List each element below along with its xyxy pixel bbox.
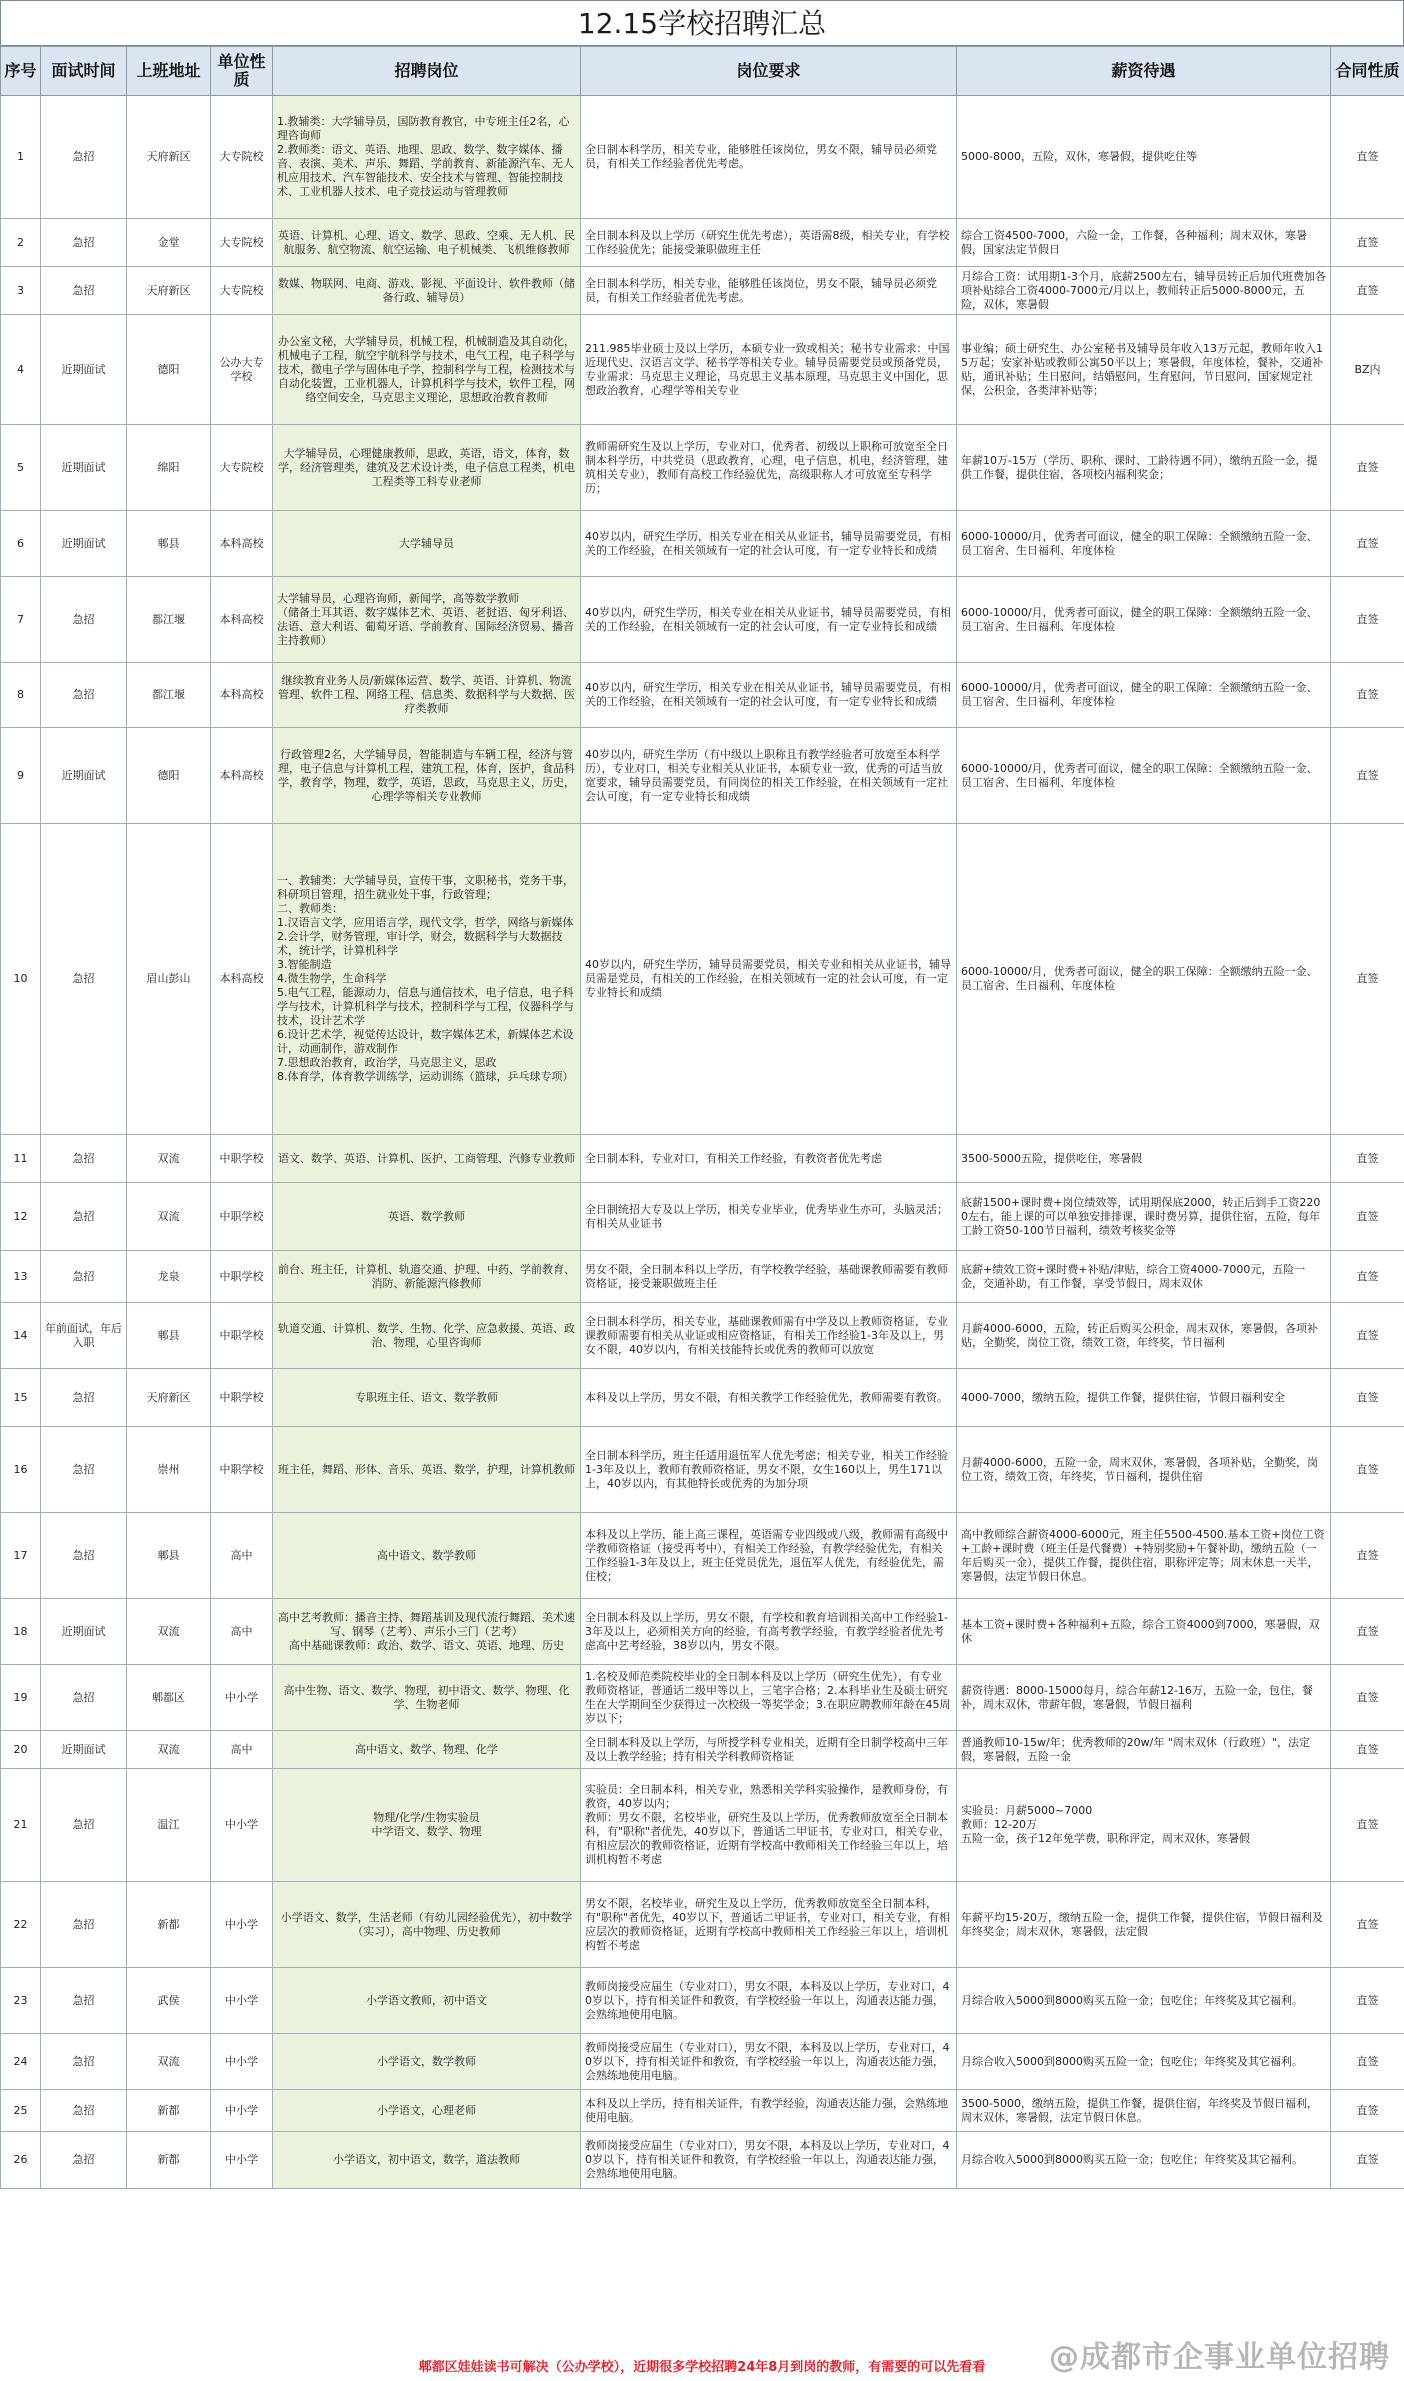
interview-time-cell: 年前面试，年后入职 [41,1303,127,1369]
unit-type-cell: 中职学校 [211,1135,273,1183]
work-address-cell: 崇州 [127,1427,211,1513]
table-row [1,663,1404,728]
positions-cell: 英语、数学教师 [273,1183,581,1251]
positions-cell: 大学辅导员，心理健康教师，思政，英语，语文，体育，数学，经济管理类，建筑及艺术设计类，电子信息工程类，机电工程类等工科专业老师 [273,425,581,511]
table-row [1,1513,1404,1599]
unit-type-cell: 本科高校 [211,728,273,824]
interview-time-cell: 近期面试 [41,425,127,511]
positions-cell: 专职班主任、语文、数学教师 [273,1369,581,1427]
unit-type-cell: 高中 [211,1599,273,1665]
work-address-cell: 郫县 [127,1513,211,1599]
positions-cell: 大学辅导员，心理咨询师，新闻学，高等数学教师 （储备土耳其语、数字媒体艺术、英语、老挝语、匈牙利语、法语、意大利语、葡萄牙语、学前教育、国际经济贸易、播音主持教师） [273,577,581,663]
requirements-cell: 40岁以内，研究生学历，相关专业在相关从业证书，辅导员需要党员，有相关的工作经验，在相关领域有一定的社会认可度，有一定专业特长和成绩 [581,577,957,663]
positions-cell: 继续教育业务人员/新媒体运营、数学、英语、计算机、物流管理、软件工程、网络工程、信息类、数据科学与大数据、医疗类教师 [273,663,581,728]
interview-time-cell: 急招 [41,2132,127,2189]
salary-cell: 3500-5000五险，提供吃住，寒暑假 [957,1135,1331,1183]
interview-time-cell: 急招 [41,824,127,1135]
table-row [1,1135,1404,1183]
work-address-cell: 双流 [127,1599,211,1665]
requirements-cell: 全日制本科学历，相关专业，能够胜任该岗位，男女不限，辅导员必须党员，有相关工作经验者优先考虑。 [581,96,957,219]
salary-cell: 4000-7000，缴纳五险，提供工作餐，提供住宿，节假日福利安全 [957,1369,1331,1427]
requirements-cell: 40岁以内，研究生学历，辅导员需要党员，相关专业和相关从业证书，辅导员需是党员，有相关的工作经验，在相关领域有一定的社会认可度，有一定专业特长和成绩 [581,824,957,1135]
table-row [1,1882,1404,1968]
requirements-cell: 211.985毕业硕士及以上学历，本硕专业一致或相关；秘书专业需求：中国近现代史、汉语言文学、秘书学等相关专业。辅导员需要党员或预备党员，专业需求：马克思主义理论，马克思主义基本原理，马克思主义中国化，思想政治教育，心理学等相关专业 [581,315,957,425]
interview-time-cell: 急招 [41,96,127,219]
positions-cell: 办公室文秘，大学辅导员，机械工程，机械制造及其自动化，机械电子工程，航空宇航科学与技术，电气工程，电子科学与技术，微电子学与固体电子学，控制科学与工程，检测技术与自动化装置，工业机器人，计算机科学与技术，软件工程，网络空间安全，马克思主义理论，思想政治教育教师 [273,315,581,425]
table-body [1,96,1404,2189]
requirements-cell: 40岁以内，研究生学历，相关专业在相关从业证书，辅导员需要党员，有相关的工作经验，在相关领域有一定的社会认可度，有一定专业特长和成绩 [581,511,957,577]
contract-cell: 直签 [1331,1135,1404,1183]
unit-type-cell: 中职学校 [211,1427,273,1513]
unit-type-cell: 中小学 [211,1665,273,1731]
row-number: 14 [1,1303,41,1369]
salary-cell: 6000-10000/月，优秀者可面议，健全的职工保障：全额缴纳五险一金、员工宿舍、生日福利、年度体检 [957,728,1331,824]
work-address-cell: 武侯 [127,1968,211,2034]
contract-cell: 直签 [1331,1427,1404,1513]
salary-cell: 薪资待遇：8000-15000每月，综合年薪12-16万，五险一金，包住，餐补，周末双休，带薪年假，寒暑假，节假日福利 [957,1665,1331,1731]
work-address-cell: 眉山彭山 [127,824,211,1135]
unit-type-cell: 中小学 [211,2090,273,2132]
interview-time-cell: 急招 [41,2034,127,2090]
contract-cell: 直签 [1331,425,1404,511]
salary-cell: 5000-8000，五险，双休，寒暑假，提供吃住等 [957,96,1331,219]
contract-cell: 直签 [1331,1183,1404,1251]
header-interview-time: 面试时间 [41,47,127,96]
unit-type-cell: 中职学校 [211,1369,273,1427]
salary-cell: 综合工资4500-7000，六险一金，工作餐，各种福利；周末双休，寒暑假，国家法定节假日 [957,219,1331,267]
table-header-row [1,47,1404,96]
positions-cell: 班主任，舞蹈、形体、音乐、英语、数学，护理，计算机教师 [273,1427,581,1513]
requirements-cell: 男女不限，全日制本科以上学历，有学校教学经验，基础课教师需要有教师资格证，接受兼职做班主任 [581,1251,957,1303]
work-address-cell: 双流 [127,1731,211,1769]
row-number: 15 [1,1369,41,1427]
row-number: 26 [1,2132,41,2189]
contract-cell: 直签 [1331,2090,1404,2132]
interview-time-cell: 急招 [41,577,127,663]
row-number: 1 [1,96,41,219]
requirements-cell: 全日制统招大专及以上学历，相关专业毕业，优秀毕业生亦可，头脑灵活；有相关从业证书 [581,1183,957,1251]
table-row [1,2034,1404,2090]
unit-type-cell: 大专院校 [211,96,273,219]
salary-cell: 基本工资+课时费+各种福利+五险，综合工资4000到7000，寒暑假，双休 [957,1599,1331,1665]
table-row [1,1968,1404,2034]
table-row [1,1665,1404,1731]
salary-cell: 底薪1500+课时费+岗位绩效等，试用期保底2000，转正后到手工资2200左右，能上课的可以单独安排排课，课时费另算，提供住宿，五险，每年工龄工资50-100节日福利，绩效考核奖金等 [957,1183,1331,1251]
contract-cell: 直签 [1331,2034,1404,2090]
positions-cell: 英语、计算机、心理、语文、数学、思政、空乘、无人机、民航服务、航空物流、航空运输、电子机械类、飞机维修教师 [273,219,581,267]
row-number: 19 [1,1665,41,1731]
work-address-cell: 天府新区 [127,267,211,315]
row-number: 2 [1,219,41,267]
positions-cell: 小学语文，初中语文，数学，道法教师 [273,2132,581,2189]
work-address-cell: 绵阳 [127,425,211,511]
requirements-cell: 全日制本科学历，相关专业，能够胜任该岗位，男女不限，辅导员必须党员，有相关工作经验者优先考虑。 [581,267,957,315]
salary-cell: 月综合收入5000到8000购买五险一金；包吃住；年终奖及其它福利。 [957,1968,1331,2034]
row-number: 6 [1,511,41,577]
row-number: 18 [1,1599,41,1665]
positions-cell: 语文、数学、英语、计算机、医护、工商管理、汽修专业教师 [273,1135,581,1183]
work-address-cell: 新都 [127,2090,211,2132]
contract-cell: 直签 [1331,1369,1404,1427]
requirements-cell: 教师需研究生及以上学历，专业对口，优秀者、初级以上职称可放宽至全日制本科学历，中共党员（思政教育，心理，电子信息，机电，经济管理，建筑相关专业），教师有高校工作经验优先，高级职称人才可放宽至专科学历； [581,425,957,511]
interview-time-cell: 急招 [41,1769,127,1882]
requirements-cell: 本科及以上学历，能上高三课程，英语需专业四级或八级，教师需有高级中学教师资格证（接受再考中），有相关工作经验，有教学经验优先，有相关工作经验1-3年及以上，班主任党员优先，退伍军人优先，有经验优先，需住校； [581,1513,957,1599]
salary-cell: 底薪+绩效工资+课时费+补贴/津贴，综合工资4000-7000元，五险一金，交通补助，有工作餐，享受节假日，周末双休 [957,1251,1331,1303]
salary-cell: 普通教师10-15w/年；优秀教师的20w/年 "周末双休（行政班）"，法定假，寒暑假，五险一金 [957,1731,1331,1769]
work-address-cell: 都江堰 [127,663,211,728]
interview-time-cell: 急招 [41,1183,127,1251]
work-address-cell: 新都 [127,1882,211,1968]
contract-cell: 直签 [1331,663,1404,728]
row-number: 12 [1,1183,41,1251]
interview-time-cell: 近期面试 [41,315,127,425]
table-row [1,2090,1404,2132]
header-no: 序号 [1,47,41,96]
work-address-cell: 德阳 [127,728,211,824]
requirements-cell: 全日制本科及以上学历（研究生优先考虑），英语需8级，相关专业，有学校工作经验优先；能接受兼职做班主任 [581,219,957,267]
requirements-cell: 全日制本科及以上学历，男女不限，有学校和教育培训相关高中工作经验1-3年及以上，必须相关方向的经验，有高考教学经验，有教学经验者优先考虑高中艺考经验，38岁以内，男女不限。 [581,1599,957,1665]
page-title: 12.15学校招聘汇总 [0,0,1404,46]
work-address-cell: 金堂 [127,219,211,267]
requirements-cell: 全日制本科学历，班主任适用退伍军人优先考虑；相关专业，相关工作经验1-3年及以上，教师有教师资格证，男女不限，女生160以上，男生171以上，40岁以内，有其他特长或优秀的为加分项 [581,1427,957,1513]
unit-type-cell: 中职学校 [211,1183,273,1251]
requirements-cell: 全日制本科，专业对口，有相关工作经验，有教资者优先考虑 [581,1135,957,1183]
requirements-cell: 40岁以内，研究生学历（有中级以上职称且有教学经验者可放宽至本科学历），专业对口，相关专业相关从业证书，本硕专业一致，优秀的可适当放宽要求，辅导员需要党员，有同岗位的相关工作经验，在相关领域有一定社会认可度，有一定专业特长和成绩 [581,728,957,824]
unit-type-cell: 大专院校 [211,219,273,267]
positions-cell: 前台、班主任，计算机、轨道交通、护理、中药、学前教育、消防、新能源汽修教师 [273,1251,581,1303]
table-row [1,1599,1404,1665]
row-number: 3 [1,267,41,315]
contract-cell: 直签 [1331,824,1404,1135]
work-address-cell: 都江堰 [127,577,211,663]
row-number: 20 [1,1731,41,1769]
interview-time-cell: 近期面试 [41,728,127,824]
salary-cell: 6000-10000/月，优秀者可面议，健全的职工保障：全额缴纳五险一金、员工宿舍、生日福利、年度体检 [957,511,1331,577]
salary-cell: 6000-10000/月，优秀者可面议，健全的职工保障：全额缴纳五险一金、员工宿舍、生日福利、年度体检 [957,663,1331,728]
work-address-cell: 天府新区 [127,96,211,219]
positions-cell: 高中语文、数学、物理、化学 [273,1731,581,1769]
row-number: 22 [1,1882,41,1968]
contract-cell: 直签 [1331,577,1404,663]
requirements-cell: 本科及以上学历，持有相关证件，有教学经验，沟通表达能力强，会熟练地使用电脑。 [581,2090,957,2132]
salary-cell: 月综合收入5000到8000购买五险一金；包吃住；年终奖及其它福利。 [957,2034,1331,2090]
unit-type-cell: 中小学 [211,2034,273,2090]
requirements-cell: 40岁以内，研究生学历，相关专业在相关从业证书，辅导员需要党员，有相关的工作经验，在相关领域有一定的社会认可度，有一定专业特长和成绩 [581,663,957,728]
table-row [1,1183,1404,1251]
work-address-cell: 新都 [127,2132,211,2189]
positions-cell: 小学语文、数学，生活老师（有幼儿园经验优先），初中数学（实习），高中物理、历史教师 [273,1882,581,1968]
salary-cell: 3500-5000，缴纳五险，提供工作餐，提供住宿，年终奖及节假日福利，周末双休，寒暑假，法定节假日休息。 [957,2090,1331,2132]
interview-time-cell: 急招 [41,267,127,315]
positions-cell: 高中艺考教师：播音主持、舞蹈基训及现代流行舞蹈、美术速写、钢琴（艺考）、声乐小三门（艺考） 高中基础课教师：政治、数学、语文、英语、地理、历史 [273,1599,581,1665]
interview-time-cell: 急招 [41,2090,127,2132]
work-address-cell: 龙泉 [127,1251,211,1303]
positions-cell: 小学语文，心理老师 [273,2090,581,2132]
interview-time-cell: 急招 [41,1513,127,1599]
unit-type-cell: 中小学 [211,1882,273,1968]
requirements-cell: 1.名校及师范类院校毕业的全日制本科及以上学历（研究生优先），有专业教师资格证，普通话二级甲等以上，三笔字合格；2.本科毕业生及硕士研究生在大学期间至少获得过一次校级一等奖学金；3.在职应聘教师年龄在45周岁以下； [581,1665,957,1731]
unit-type-cell: 中小学 [211,1968,273,2034]
row-number: 17 [1,1513,41,1599]
requirements-cell: 教师岗接受应届生（专业对口），男女不限，本科及以上学历，专业对口，40岁以下，持有相关证件和教资，有学校经验一年以上，沟通表达能力强，会熟练地使用电脑。 [581,1968,957,2034]
contract-cell: 直签 [1331,219,1404,267]
salary-cell: 年薪平均15-20万，缴纳五险一金，提供工作餐，提供住宿，节假日福利及年终奖金；周末双休，寒暑假，法定假 [957,1882,1331,1968]
unit-type-cell: 中小学 [211,2132,273,2189]
table-row [1,425,1404,511]
row-number: 4 [1,315,41,425]
requirements-cell: 教师岗接受应届生（专业对口），男女不限，本科及以上学历，专业对口，40岁以下，持有相关证件和教资，有学校经验一年以上，沟通表达能力强，会熟练地使用电脑。 [581,2132,957,2189]
row-number: 23 [1,1968,41,2034]
unit-type-cell: 大专院校 [211,267,273,315]
contract-cell: 直签 [1331,267,1404,315]
work-address-cell: 郫县 [127,511,211,577]
contract-cell: 直签 [1331,1251,1404,1303]
positions-cell: 小学语文教师，初中语文 [273,1968,581,2034]
positions-cell: 大学辅导员 [273,511,581,577]
positions-cell: 物理/化学/生物实验员 中学语文、数学、物理 [273,1769,581,1882]
row-number: 8 [1,663,41,728]
table-row [1,728,1404,824]
work-address-cell: 德阳 [127,315,211,425]
header-work-address: 上班地址 [127,47,211,96]
salary-cell: 6000-10000/月，优秀者可面议，健全的职工保障：全额缴纳五险一金、员工宿舍、生日福利、年度体检 [957,824,1331,1135]
unit-type-cell: 高中 [211,1731,273,1769]
unit-type-cell: 中职学校 [211,1251,273,1303]
salary-cell: 月薪4000-6000，五险，转正后购买公积金，周末双休，寒暑假，各项补贴，全勤奖，岗位工资，绩效工资，年终奖，节日福利 [957,1303,1331,1369]
unit-type-cell: 大专院校 [211,425,273,511]
requirements-cell: 全日制本科及以上学历，与所授学科专业相关，近期有全日制学校高中三年及以上教学经验；持有相关学科教师资格证 [581,1731,957,1769]
row-number: 9 [1,728,41,824]
row-number: 13 [1,1251,41,1303]
interview-time-cell: 急招 [41,1251,127,1303]
positions-cell: 1.教辅类：大学辅导员，国防教育教官，中专班主任2名，心理咨询师 2.教师类：语文、英语、地理、思政、数学、数字媒体、播音、表演、美术、声乐、舞蹈、学前教育、新能源汽车、无人机应用技术、汽车智能技术、安全技术与管理、智能控制技术、工业机器人技术、电子竞技运动与管理教师 [273,96,581,219]
positions-cell: 高中生物、语文、数学、物理，初中语文、数学、物理、化学、生物老师 [273,1665,581,1731]
contract-cell: 直签 [1331,1882,1404,1968]
unit-type-cell: 本科高校 [211,824,273,1135]
work-address-cell: 双流 [127,1135,211,1183]
salary-cell: 月综合工资：试用期1-3个月，底薪2500左右，辅导员转正后加代班费加各项补贴综合工资4000-7000元/月以上，教师转正后5000-8000元，五险，双休，寒暑假 [957,267,1331,315]
unit-type-cell: 本科高校 [211,577,273,663]
unit-type-cell: 本科高校 [211,663,273,728]
unit-type-cell: 公办大专学校 [211,315,273,425]
contract-cell: 直签 [1331,1599,1404,1665]
table-row [1,1769,1404,1882]
table-row [1,1427,1404,1513]
header-contract: 合同性质 [1331,47,1404,96]
interview-time-cell: 近期面试 [41,511,127,577]
interview-time-cell: 近期面试 [41,1731,127,1769]
table-row [1,824,1404,1135]
positions-cell: 轨道交通、计算机、数学、生物、化学、应急救援、英语、政治、物理，心里咨询师 [273,1303,581,1369]
header-requirements: 岗位要求 [581,47,957,96]
table-row [1,315,1404,425]
interview-time-cell: 急招 [41,1369,127,1427]
work-address-cell: 双流 [127,1183,211,1251]
work-address-cell: 郫都区 [127,1665,211,1731]
contract-cell: 直签 [1331,728,1404,824]
salary-cell: 年薪10万-15万（学历、职称、课时、工龄待遇不同），缴纳五险一金，提供工作餐，提供住宿，各项校内福利奖金； [957,425,1331,511]
positions-cell: 数媒、物联网、电商、游戏、影视、平面设计、软件教师（储备行政、辅导员） [273,267,581,315]
table-row [1,511,1404,577]
row-number: 11 [1,1135,41,1183]
contract-cell: 直签 [1331,1968,1404,2034]
interview-time-cell: 急招 [41,1135,127,1183]
salary-cell: 事业编；硕士研究生、办公室秘书及辅导员年收入13万元起，教师年收入15万起；安家补贴或教师公寓50平以上；寒暑假，年度体检，餐补，交通补贴，通讯补贴；生日慰问，结婚慰问，生育慰问，节日慰问，国家规定社保，公积金，各类津补贴等； [957,315,1331,425]
contract-cell: BZ内 [1331,315,1404,425]
table-row [1,267,1404,315]
unit-type-cell: 中小学 [211,1769,273,1882]
positions-cell: 高中语文、数学教师 [273,1513,581,1599]
work-address-cell: 温江 [127,1769,211,1882]
salary-cell: 6000-10000/月，优秀者可面议，健全的职工保障：全额缴纳五险一金、员工宿舍、生日福利、年度体检 [957,577,1331,663]
interview-time-cell: 近期面试 [41,1599,127,1665]
row-number: 10 [1,824,41,1135]
interview-time-cell: 急招 [41,1427,127,1513]
watermark: @成都市企事业单位招聘 [1049,2340,1390,2375]
interview-time-cell: 急招 [41,663,127,728]
table-row [1,1251,1404,1303]
contract-cell: 直签 [1331,1513,1404,1599]
salary-cell: 月薪4000-6000，五险一金，周末双休，寒暑假，各项补贴，全勤奖，岗位工资，绩效工资，年终奖，节日福利，提供住宿 [957,1427,1331,1513]
unit-type-cell: 本科高校 [211,511,273,577]
contract-cell: 直签 [1331,1665,1404,1731]
interview-time-cell: 急招 [41,219,127,267]
requirements-cell: 本科及以上学历，男女不限，有相关教学工作经验优先，教师需要有教资。 [581,1369,957,1427]
recruitment-table [0,46,1404,2189]
row-number: 24 [1,2034,41,2090]
row-number: 5 [1,425,41,511]
row-number: 7 [1,577,41,663]
table-row [1,1369,1404,1427]
footer-note: 郫都区娃娃读书可解决（公办学校），近期很多学校招聘24年8月到岗的教师，有需要的可以先看看 [418,2360,986,2375]
interview-time-cell: 急招 [41,1882,127,1968]
row-number: 16 [1,1427,41,1513]
contract-cell: 直签 [1331,1731,1404,1769]
contract-cell: 直签 [1331,96,1404,219]
contract-cell: 直签 [1331,1769,1404,1882]
positions-cell: 行政管理2名，大学辅导员，智能制造与车辆工程，经济与管理，电子信息与计算机工程，建筑工程，体育，医护，食品科学，教育学，物理，数学，英语，思政，马克思主义，历史，心理学等相关专业教师 [273,728,581,824]
positions-cell: 小学语文，数学教师 [273,2034,581,2090]
interview-time-cell: 急招 [41,1665,127,1731]
table-row [1,96,1404,219]
contract-cell: 直签 [1331,511,1404,577]
row-number: 25 [1,2090,41,2132]
requirements-cell: 教师岗接受应届生（专业对口），男女不限，本科及以上学历，专业对口，40岁以下，持有相关证件和教资，有学校经验一年以上，沟通表达能力强，会熟练地使用电脑。 [581,2034,957,2090]
table-row [1,219,1404,267]
table-row [1,1731,1404,1769]
contract-cell: 直签 [1331,1303,1404,1369]
header-unit-type: 单位性质 [211,47,273,96]
unit-type-cell: 中职学校 [211,1303,273,1369]
row-number: 21 [1,1769,41,1882]
requirements-cell: 男女不限，名校毕业，研究生及以上学历，优秀教师放宽至全日制本科，有"职称"者优先，40岁以下，普通话二甲证书，专业对口，相关专业，有相应层次的教师资格证，近期有学校高中教师相关工作经验三年以上，培训机构暂不考虑 [581,1882,957,1968]
contract-cell: 直签 [1331,2132,1404,2189]
table-row [1,1303,1404,1369]
header-positions: 招聘岗位 [273,47,581,96]
positions-cell: 一、教辅类：大学辅导员，宣传干事，文职秘书，党务干事，科研项目管理，招生就业处干事，行政管理； 二、教师类： 1.汉语言文学，应用语言学，现代文学，哲学，网络与新媒体 2.会计学，财务管理，审计学，财会，数据科学与大数据技术，统计学，计算机科学 3.智能制造 4.微生物学，生命科学 5.电气工程，能源动力，信息与通信技术，电子信息，电子科学与技术，计算机科学与技术，控制科学与工程，仪器科学与技术，设计艺术学 6.设计艺术学，视觉传达设计，数字媒体艺术，新媒体艺术设计，动画制作，游戏制作 7.思想政治教育，政治学，马克思主义，思政 8.体育学，体育教学训练学，运动训练（篮球，乒乓球专项） [273,824,581,1135]
table-row [1,2132,1404,2189]
work-address-cell: 双流 [127,2034,211,2090]
unit-type-cell: 高中 [211,1513,273,1599]
salary-cell: 月综合收入5000到8000购买五险一金；包吃住；年终奖及其它福利。 [957,2132,1331,2189]
interview-time-cell: 急招 [41,1968,127,2034]
requirements-cell: 全日制本科学历，相关专业，基础课教师需有中学及以上教师资格证，专业课教师需要有相关从业证或相应资格证，有相关工作经验1-3年及以上，男女不限，40岁以内，有相关技能特长或优秀的教师可以放宽 [581,1303,957,1369]
table-row [1,577,1404,663]
work-address-cell: 天府新区 [127,1369,211,1427]
requirements-cell: 实验员：全日制本科，相关专业，熟悉相关学科实验操作，是教师身份，有教资，40岁以内； 教师：男女不限，名校毕业，研究生及以上学历，优秀教师放宽至全日制本科，有"职称"者优先，40岁以下，普通话二甲证书，专业对口，相关专业，有相应层次的教师资格证，近期有学校高中教师相关工作经验三年以上，培训机构暂不考虑 [581,1769,957,1882]
header-salary: 薪资待遇 [957,47,1331,96]
salary-cell: 高中教师综合薪资4000-6000元，班主任5500-4500.基本工资+岗位工资+工龄+课时费（班主任是代餐费）+特别奖励+午餐补助，缴纳五险（一年后购买一金），提供工作餐，提供住宿，职称评定等；周末休息一天半，寒暑假，法定节假日休息。 [957,1513,1331,1599]
work-address-cell: 郫县 [127,1303,211,1369]
salary-cell: 实验员：月薪5000~7000 教师：12-20万 五险一金，孩子12年免学费，职称评定，周末双休，寒暑假 [957,1769,1331,1882]
